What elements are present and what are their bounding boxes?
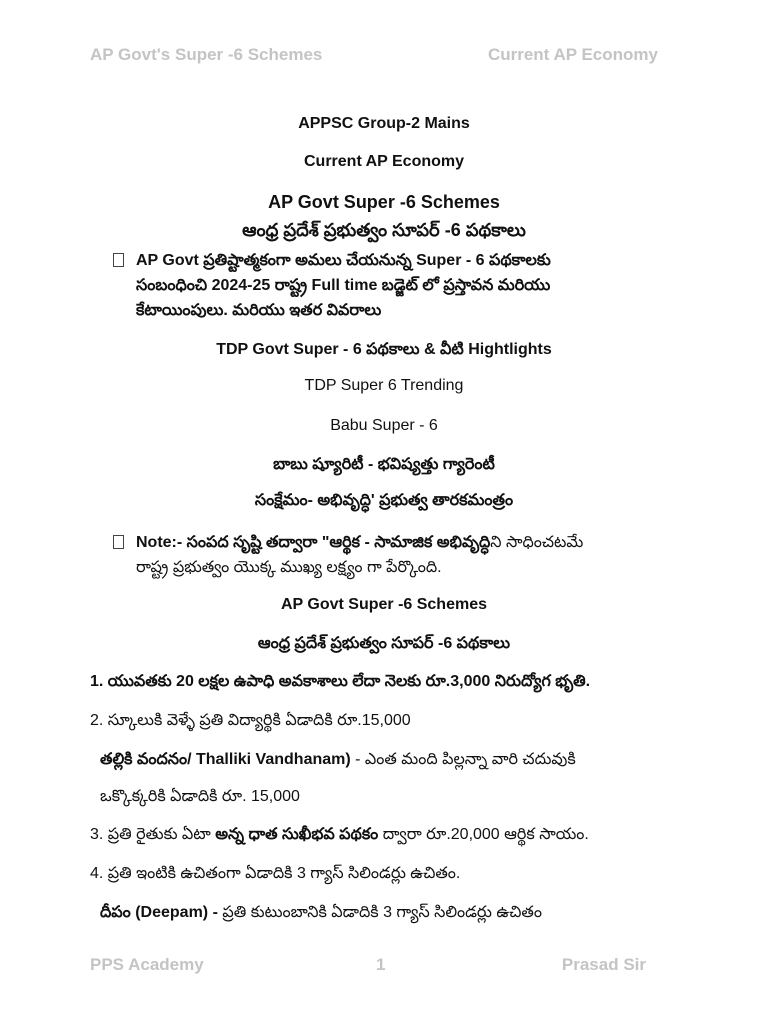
main-title-en: AP Govt Super -6 Schemes bbox=[268, 192, 500, 212]
deepam-desc: ప్రతి కుటుంబానికి ఏడాదికి 3 గ్యాస్ సిలిండర్లు ఉచితం bbox=[217, 904, 542, 921]
footer-left: PPS Academy bbox=[90, 955, 204, 974]
item3-prefix: 3. ప్రతి రైతుకు ఏటా bbox=[90, 826, 216, 843]
note-line1 bbox=[136, 533, 583, 555]
note-label: Note:- సంపద సృష్టి తద్వారా "ఆర్థిక - సామాజిక అభివృద్ధి bbox=[136, 534, 491, 551]
exam-title: APPSC Group-2 Mains bbox=[298, 115, 470, 132]
babu-heading: Babu Super - 6 bbox=[330, 417, 438, 434]
page-number: 1 bbox=[376, 955, 386, 974]
footer-right: Prasad Sir bbox=[561, 955, 646, 974]
list-item-2: 2. స్కూలుకి వెళ్ళే ప్రతి విద్యార్థికి ఏడాదికి రూ.15,000 bbox=[90, 712, 411, 729]
item3-suffix: ద్వారా రూ.20,000 ఆర్థిక సాయం. bbox=[378, 826, 589, 843]
header-left-title: AP Govt's Super -6 Schemes bbox=[90, 45, 323, 64]
list-item-2-sub bbox=[100, 750, 576, 772]
note-rest: ని సాధించటమే bbox=[490, 534, 584, 551]
header-right-title: Current AP Economy bbox=[487, 45, 658, 64]
main-title-te: ఆంధ్ర ప్రదేశ్ ప్రభుత్వం సూపర్ -6 పథకాలు bbox=[242, 220, 526, 240]
item3-scheme: అన్న ధాత సుఖీభవ పథకం bbox=[215, 826, 379, 843]
list-item-3 bbox=[90, 825, 589, 847]
list-item-4: 4. ప్రతి ఇంటికి ఉచితంగా ఏడాదికి 3 గ్యాస్ సిలిండర్లు ఉచితం. bbox=[90, 865, 461, 882]
scheme-name: తల్లికి వందనం/ Thalliki Vandhanam) bbox=[100, 751, 351, 768]
list-item-2-sub-line2: ఒక్కొక్కరికి ఏడాదికి రూ. 15,000 bbox=[100, 788, 300, 805]
highlights-heading: TDP Govt Super - 6 పథకాలు & వీటి Hightlights bbox=[216, 341, 552, 358]
subject-title: Current AP Economy bbox=[303, 153, 465, 170]
mantram-heading: సంక్షేమం- అభివృద్ధి' ప్రభుత్వ తారకమంత్రం bbox=[254, 492, 514, 509]
deepam-name: దీపం (Deepam) - bbox=[100, 904, 218, 921]
trending-heading: TDP Super 6 Trending bbox=[304, 377, 464, 394]
bullet-marker bbox=[113, 253, 124, 267]
bullet1-line1: AP Govt ప్రతిష్టాత్మకంగా అమలు చేయనున్న Super - 6 పథకాలకు bbox=[136, 252, 551, 269]
note-line2: రాష్ట్ర ప్రభుత్వం యొక్క ముఖ్య లక్ష్యం గా పేర్కొంది. bbox=[136, 559, 442, 576]
bullet1-line3: కేటాయింపులు. మరియు ఇతర వివరాలు bbox=[136, 302, 382, 319]
list-item-1: 1. యువతకు 20 లక్షల ఉపాధి అవకాశాలు లేదా నెలకు రూ.3,000 నిరుద్యోగ భృతి. bbox=[90, 673, 591, 690]
bullet1-line2: సంబంధించి 2024-25 రాష్ట్ర Full time బడ్జెట్ లో ప్రస్తావన మరియు bbox=[136, 277, 551, 294]
list-title-en: AP Govt Super -6 Schemes bbox=[281, 596, 487, 613]
list-item-4-sub bbox=[100, 903, 542, 925]
list-title-te: ఆంధ్ర ప్రదేశ్ ప్రభుత్వం సూపర్ -6 పథకాలు bbox=[257, 635, 511, 652]
bullet-marker bbox=[113, 535, 124, 549]
scheme-desc: - ఎంత మంది పిల్లన్నా వారి చదువుకి bbox=[350, 751, 576, 768]
guarantee-heading: బాబు ష్యూరిటీ - భవిష్యత్తు గ్యారెంటీ bbox=[273, 456, 495, 473]
